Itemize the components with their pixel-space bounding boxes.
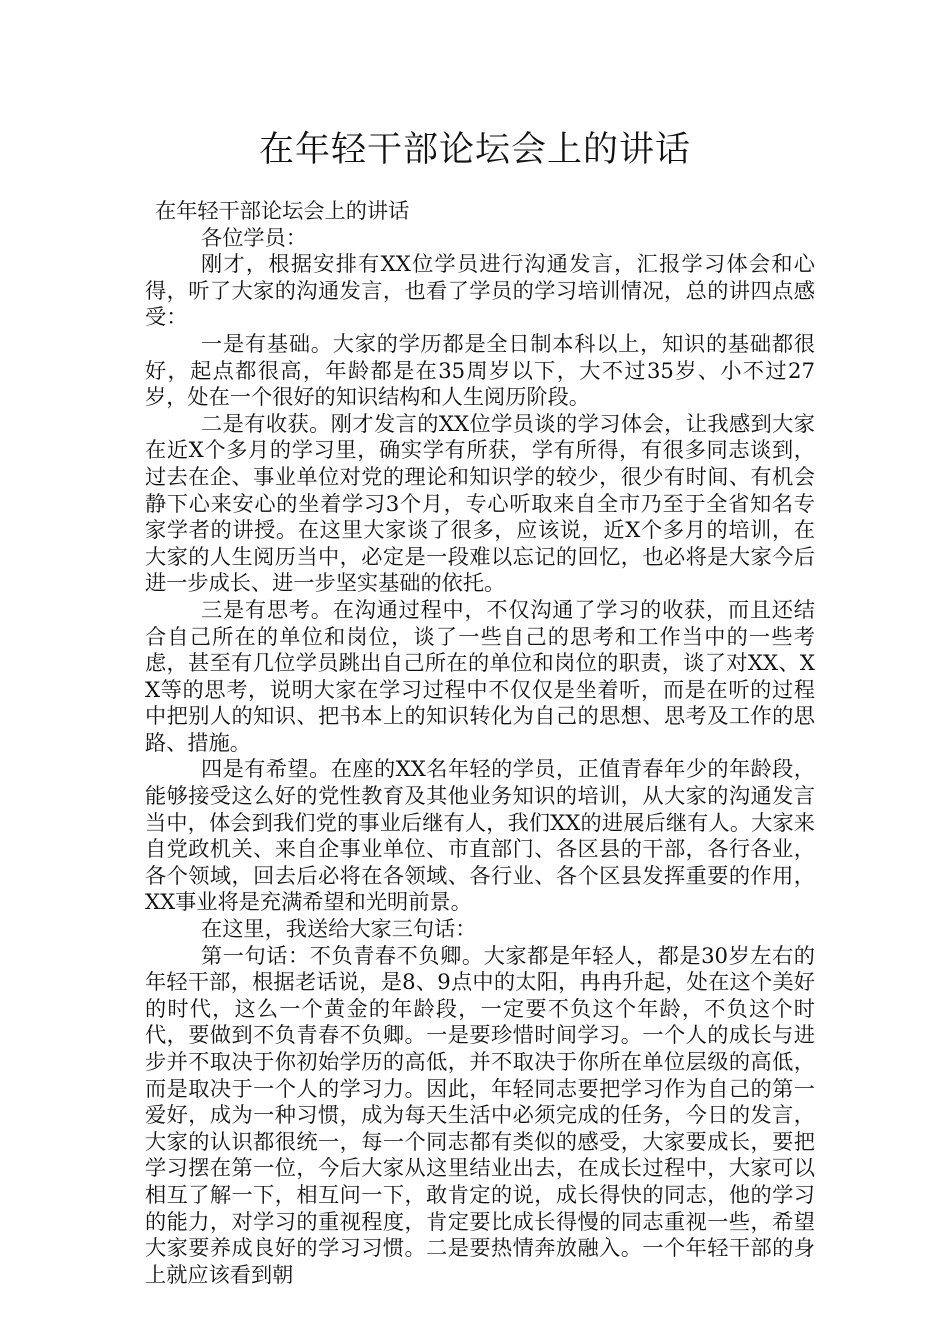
paragraph-intro: 刚才，根据安排有XX位学员进行沟通发言，汇报学习体会和心得，听了大家的沟通发言，也看了学员的学习培训情况，总的讲四点感受： [145,251,815,330]
paragraph-point-3: 三是有思考。在沟通过程中，不仅沟通了学习的收获，而且还结合自己所在的单位和岗位，谈了一些自己的思考和工作当中的一些考虑，甚至有几位学员跳出自己所在的单位和岗位的职责，谈了对XX、XX等的思考，说明大家在学习过程中不仅仅是坐着听，而是在听的过程中把别人的知识、把书本上的知识转化为自己的思想、思考及工作的思路、措施。 [145,596,815,755]
document-body [145,198,815,1288]
document-subtitle: 在年轻干部论坛会上的讲话 [155,198,410,223]
paragraph-salutation: 各位学员： [201,224,307,250]
paragraph-point-1: 一是有基础。大家的学历都是全日制本科以上，知识的基础都很好，起点都很高，年龄都是在35周岁以下，大不过35岁、小不过27岁，处在一个很好的知识结构和人生阅历阶段。 [145,330,815,410]
paragraph-sentence-1: 第一句话：不负青春不负卿。大家都是年轻人，都是30岁左右的年轻干部，根据老话说，是8、9点中的太阳，冉冉升起，处在这个美好的时代，这么一个黄金的年龄段，一定要不负这个年龄，不负这个时代，要做到不负青春不负卿。一是要珍惜时间学习。一个人的成长与进步并不取决于你初始学历的高低，并不取决于你所在单位层级的高低，而是取决于一个人的学习力。因此，年轻同志要把学习作为自己的第一爱好，成为一种习惯，成为每天生活中必须完成的任务，今日的发言，大家的认识都很统一，每一个同志都有类似的感受，大家要成长，要把学习摆在第一位，今后大家从这里结业出去，在成长过程中，大家可以相互了解一下，相互问一下，敢肯定的说，成长得快的同志，他的学习的能力，对学习的重视程度，肯定要比成长得慢的同志重视一些，希望大家要养成良好的学习习惯。二是要热情奔放融入。一个年轻干部的身上就应该看到朝 [145,942,815,1287]
document-title: 在年轻干部论坛会上的讲话 [258,130,691,170]
paragraph-point-4: 四是有希望。在座的XX名年轻的学员，正值青春年少的年龄段，能够接受这么好的党性教育及其他业务知识的培训，从大家的沟通发言当中，体会到我们党的事业后继有人，我们XX的进展后继有人。大家来自党政机关、来自企事业单位、市直部门、各区县的干部，各行各业，各个领域，回去后必将在各领域、各行业、各个区县发挥重要的作用，XX事业将是充满希望和光明前景。 [145,756,815,915]
paragraph-three-sentences-intro: 在这里，我送给大家三句话： [201,916,477,942]
paragraph-point-2: 二是有收获。刚才发言的XX位学员谈的学习体会，让我感到大家在近X个多月的学习里，确实学有所获，学有所得，有很多同志谈到，过去在企、事业单位对党的理论和知识学的较少，很少有时间、有机会静下心来安心的坐着学习3个月，专心听取来自全市乃至于全省知名专家学者的讲授。在这里大家谈了很多，应该说，近X个多月的培训，在大家的人生阅历当中，必定是一段难以忘记的回忆，也必将是大家今后进一步成长、进一步坚实基础的依托。 [145,410,815,596]
